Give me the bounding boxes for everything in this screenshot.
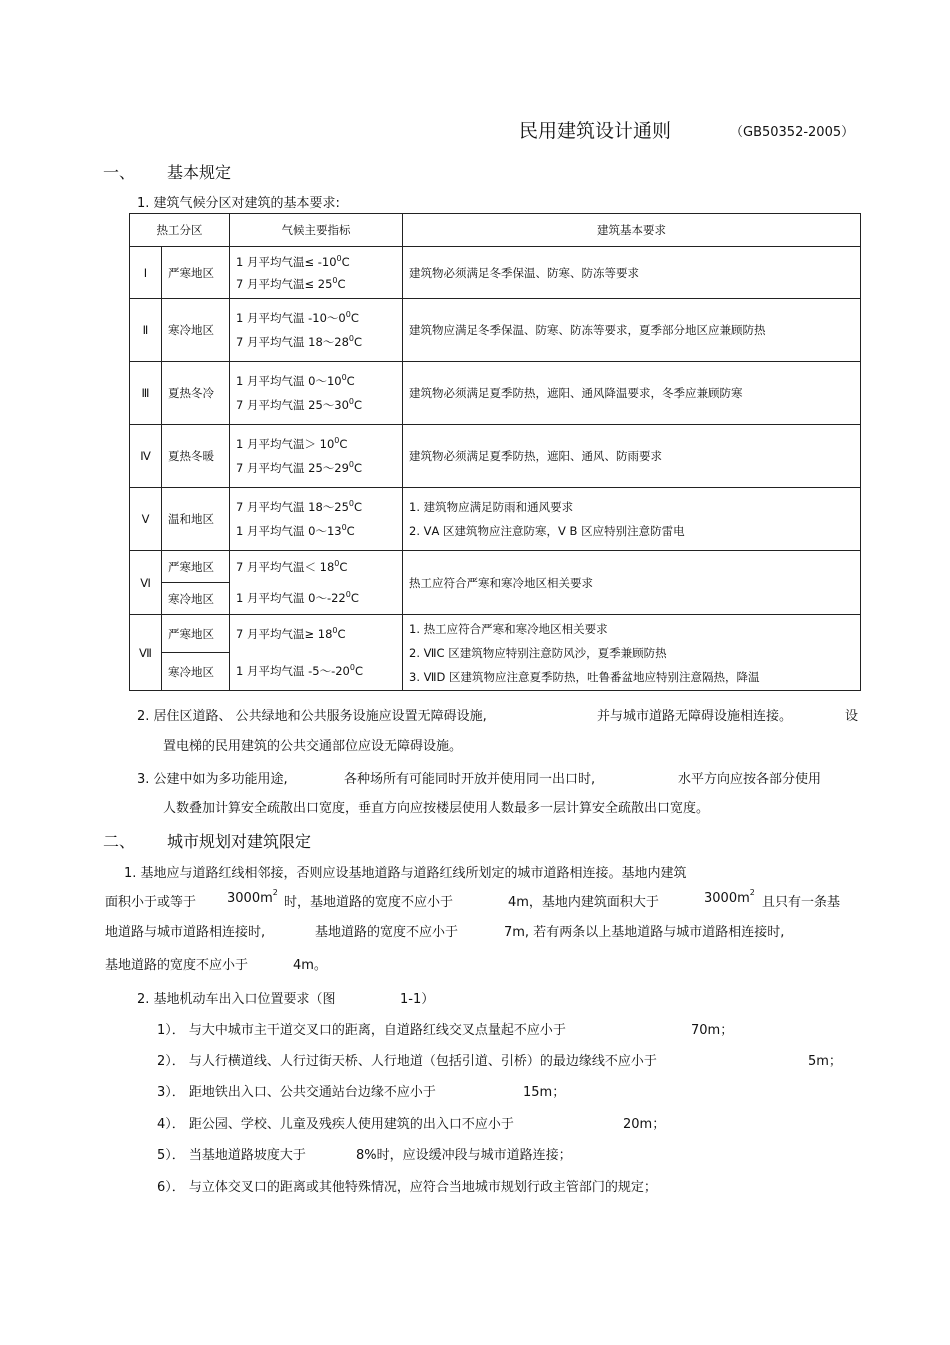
indicator-1: 7 月平均气温＜ 18 [236, 559, 335, 574]
s2p1-line2e: $3000m^2$ [704, 888, 755, 906]
zone-name: 严寒地区 [162, 615, 230, 653]
zone-name: 严寒地区 [162, 247, 230, 299]
zone-requirement: 建筑物应满足冬季保温、防寒、防冻等要求，夏季部分地区应兼顾防热 [403, 299, 861, 362]
para2-line1b: 并与城市道路无障碍设施相连接。 [597, 709, 793, 724]
table-row [130, 247, 861, 299]
requirement-line: 1. 热工应符合严寒和寒冷地区相关要求 [409, 621, 608, 636]
list-item: 4）． 距公园、学校、儿童及残疾人使用建筑的出入口不应小于 [157, 1117, 514, 1132]
section2-number: 二、 [103, 832, 136, 851]
zone-number: Ⅶ [130, 615, 162, 691]
s2p1-line2: $3000m^2$ [227, 888, 278, 906]
indicator-2: 7 月平均气温 25～29 [236, 461, 349, 475]
zone-number: Ⅲ [130, 362, 162, 425]
zone-name: 夏热冬暖 [162, 425, 230, 488]
table-row [130, 488, 861, 551]
zone-indicator: 7 月平均气温＜ $18^0C$ [230, 551, 403, 583]
zone-number: Ⅰ [130, 247, 162, 299]
zone-indicators: 1 月平均气温＞ $10^0C$ 7 月平均气温 $25\sim 29^0C$ [230, 425, 403, 488]
indicator-2: 7 月平均气温≤ 25 [236, 276, 333, 291]
zone-indicators: 7 月平均气温 $18\sim 25^0C$ 1 月平均气温 $0\sim 13^0C$ [230, 488, 403, 551]
zone-requirement: 建筑物必须满足冬季保温、防寒、防冻等要求 [403, 247, 861, 299]
indicator-1: 1 月平均气温 0～10 [236, 374, 342, 388]
requirement-line: 2. ⅤA 区建筑物应注意防寒，Ⅴ B 区应特别注意防雷电 [409, 524, 685, 538]
indicator-1: 1 月平均气温 -10～0 [236, 311, 346, 325]
zone-name: 夏热冬冷 [162, 362, 230, 425]
list-item: 1）． 与大中城市主干道交叉口的距离，自道路红线交叉点量起不应小于 [157, 1023, 566, 1038]
table-row [130, 551, 861, 583]
para3-line1b: 各种场所有可能同时开放并使用同一出口时, [344, 772, 596, 787]
header-indicator: 气候主要指标 [230, 214, 403, 247]
zone-requirement [403, 488, 861, 551]
list-item-value: 70m； [691, 1023, 734, 1038]
para3-line2: 人数叠加计算安全疏散出口宽度，垂直方向应按楼层使用人数最多一层计算安全疏散出口宽度。 [163, 801, 710, 816]
s2p1-line2c: 时，基地道路的宽度不应小于 [284, 895, 454, 910]
s2p1-line2a: 面积小于或等于 [105, 895, 197, 910]
zone-requirement [403, 615, 861, 691]
indicator-1: 7 月平均气温 18～25 [236, 500, 349, 514]
indicator-1: 1 月平均气温≤ -10 [236, 254, 337, 269]
indicator-2: 7 月平均气温 25～30 [236, 398, 349, 412]
list-item-value: 15m； [523, 1085, 566, 1100]
zone-indicator: 1 月平均气温 $-5\sim-20^0C$ [230, 653, 403, 691]
list-item: 6）． 与立体交叉口的距离或其他特殊情况，应符合当地城市规划行政主管部门的规定； [157, 1180, 657, 1195]
s2p1-line2d: 4m，基地内建筑面积大于 [508, 895, 659, 910]
zone-name: 寒冷地区 [162, 299, 230, 362]
indicator-2: 7 月平均气温 18～28 [236, 335, 349, 349]
s2p1-line2f: 且只有一条基 [762, 895, 841, 910]
table-header-row [130, 214, 861, 247]
table-row [130, 299, 861, 362]
zone-number: Ⅵ [130, 551, 162, 615]
requirement-line: 3. ⅦD 区建筑物应注意夏季防热，吐鲁番盆地应特别注意隔热，降温 [409, 669, 760, 684]
zone-name: 寒冷地区 [162, 653, 230, 691]
list-item: 2）． 与人行横道线、人行过街天桥、人行地道（包括引道、引桥）的最边缘线不应小于 [157, 1054, 657, 1069]
zone-number: Ⅱ [130, 299, 162, 362]
para3-line1c: 水平方向应按各部分使用 [678, 772, 822, 787]
document-title: 民用建筑设计通则 [519, 120, 672, 142]
para2-line2: 置电梯的民用建筑的公共交通部位应设无障碍设施。 [163, 739, 463, 754]
zone-number: Ⅴ [130, 488, 162, 551]
indicator-2: 1 月平均气温 0～13 [236, 524, 342, 538]
zone-name: 温和地区 [162, 488, 230, 551]
s2p1-line3a: 地道路与城市道路相连接时, [105, 925, 266, 940]
zone-requirement: 热工应符合严寒和寒冷地区相关要求 [403, 551, 861, 615]
document-code: （GB50352-2005） [730, 125, 855, 140]
header-requirement: 建筑基本要求 [403, 214, 861, 247]
list-item: 3）． 距地铁出入口、公共交通站台边缘不应小于 [157, 1085, 436, 1100]
indicator-2: 1 月平均气温 -5～-20 [236, 664, 350, 679]
table-row [130, 362, 861, 425]
zone-name: 寒冷地区 [162, 583, 230, 615]
list-item-value: 8%时，应设缓冲段与城市道路连接； [356, 1148, 572, 1163]
s2p1-line4b: 4m。 [293, 958, 327, 973]
table-row [130, 615, 861, 653]
zone-indicators: 1 月平均气温 $0\sim 10^0C$ 7 月平均气温 $25\sim 30^0C$ [230, 362, 403, 425]
requirement-line: 2. ⅦC 区建筑物应特别注意防风沙，夏季兼顾防热 [409, 645, 667, 660]
s2p1-line1: 1. 基地应与道路红线相邻接，否则应设基地道路与道路红线所划定的城市道路相连接。基地内建筑 [124, 866, 687, 881]
para2-line1c: 设 [845, 709, 859, 724]
zone-indicator: 7 月平均气温≥ $18^0C$ [230, 615, 403, 653]
section1-heading: 基本规定 [167, 163, 232, 182]
section2-heading: 城市规划对建筑限定 [167, 832, 312, 851]
list-item: 5）． 当基地道路坡度大于 [157, 1148, 306, 1163]
s2p2-intro-b: 1-1） [400, 992, 435, 1007]
indicator-2: 1 月平均气温 0～-22 [236, 591, 346, 606]
zone-name: 严寒地区 [162, 551, 230, 583]
section1-number: 一、 [103, 163, 136, 182]
indicator-1: 7 月平均气温≥ 18 [236, 626, 333, 641]
indicator-1: 1 月平均气温＞ 10 [236, 437, 335, 451]
section1-item1: 1. 建筑气候分区对建筑的基本要求: [137, 196, 340, 211]
zone-requirement: 建筑物必须满足夏季防热，遮阳、通风、防雨要求 [403, 425, 861, 488]
list-item-value: 20m； [623, 1117, 666, 1132]
s2p2-intro-a: 2. 基地机动车出入口位置要求（图 [137, 992, 336, 1007]
zone-requirement: 建筑物必须满足夏季防热，遮阳、通风降温要求，冬季应兼顾防寒 [403, 362, 861, 425]
list-item-value: 5m； [808, 1054, 842, 1069]
header-zone: 热工分区 [130, 214, 230, 247]
zone-indicators: 1 月平均气温≤ $-10^0C$ 7 月平均气温≤ $25^0C$ [230, 247, 403, 299]
zone-indicators: 1 月平均气温 $-10\sim 0^0C$ 7 月平均气温 $18\sim 28^0C$ [230, 299, 403, 362]
s2p1-line4a: 基地道路的宽度不应小于 [105, 958, 249, 973]
zone-number: Ⅳ [130, 425, 162, 488]
s2p1-line3b: 基地道路的宽度不应小于 [315, 925, 459, 940]
s2p1-line3c: 7m, 若有两条以上基地道路与城市道路相连接时, [504, 925, 785, 940]
table-row [130, 425, 861, 488]
zone-indicator: 1 月平均气温 $0\sim-22^0C$ [230, 583, 403, 615]
para3-line1a: 3. 公建中如为多功能用途, [137, 772, 288, 787]
requirement-line: 1. 建筑物应满足防雨和通风要求 [409, 500, 574, 514]
climate-zone-table [129, 213, 861, 691]
para2-line1a: 2. 居住区道路、 公共绿地和公共服务设施应设置无障碍设施, [137, 709, 487, 724]
